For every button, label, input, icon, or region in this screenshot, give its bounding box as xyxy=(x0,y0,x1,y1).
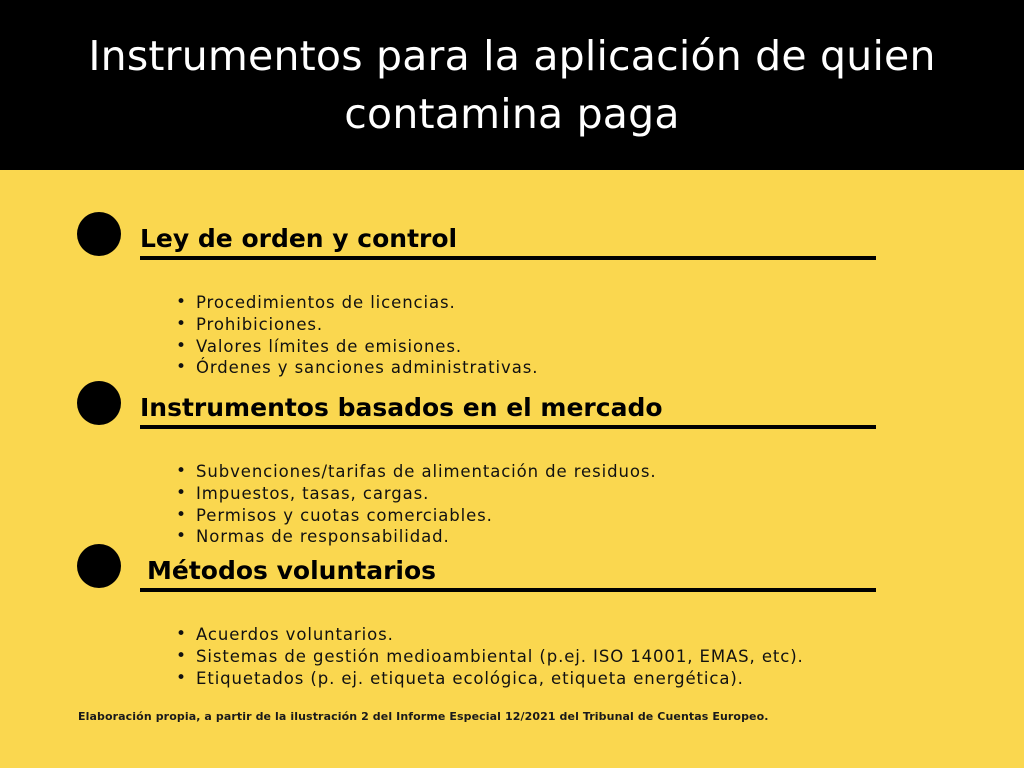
section-header xyxy=(0,540,1024,592)
list-item: • Normas de responsabilidad. xyxy=(0,526,1024,548)
list-item: • Sistemas de gestión medioambiental (p.ej. ISO 14001, EMAS, etc). xyxy=(0,646,1024,668)
section-heading: Métodos voluntarios xyxy=(147,555,437,585)
list-item: • Permisos y cuotas comerciables. xyxy=(0,505,1024,527)
circle-bullet-icon xyxy=(77,381,121,425)
circle-bullet-icon xyxy=(77,544,121,588)
list-item: • Valores límites de emisiones. xyxy=(0,336,1024,358)
list-item: • Órdenes y sanciones administrativas. xyxy=(0,357,1024,379)
section-title-underline xyxy=(140,540,876,592)
list-item: • Etiquetados (p. ej. etiqueta ecológica, etiqueta energética). xyxy=(0,668,1024,690)
slide-body xyxy=(0,170,1024,768)
section-heading: Ley de orden y control xyxy=(140,223,458,253)
section-header xyxy=(0,208,1024,260)
section-item-list xyxy=(0,292,1024,379)
section-ley-de-orden-y-control xyxy=(0,208,1024,379)
section-title-underline xyxy=(140,208,876,260)
list-item: • Acuerdos voluntarios. xyxy=(0,624,1024,646)
section-item-list xyxy=(0,461,1024,548)
section-title-underline xyxy=(140,377,876,429)
section-item-list xyxy=(0,624,1024,689)
source-note: Elaboración propia, a partir de la ilustración 2 del Informe Especial 12/2021 del Tribunal de Cuentas Europeo. xyxy=(78,710,769,723)
section-instrumentos-basados-en-el-mercado xyxy=(0,377,1024,548)
section-header xyxy=(0,377,1024,429)
list-item: • Impuestos, tasas, cargas. xyxy=(0,483,1024,505)
list-item: • Subvenciones/tarifas de alimentación de residuos. xyxy=(0,461,1024,483)
title-band xyxy=(0,0,1024,170)
section-heading: Instrumentos basados en el mercado xyxy=(140,392,663,422)
section-metodos-voluntarios xyxy=(0,540,1024,689)
page-title: Instrumentos para la aplicación de quien contamina paga xyxy=(88,31,936,138)
list-item: • Procedimientos de licencias. xyxy=(0,292,1024,314)
list-item: • Prohibiciones. xyxy=(0,314,1024,336)
circle-bullet-icon xyxy=(77,212,121,256)
